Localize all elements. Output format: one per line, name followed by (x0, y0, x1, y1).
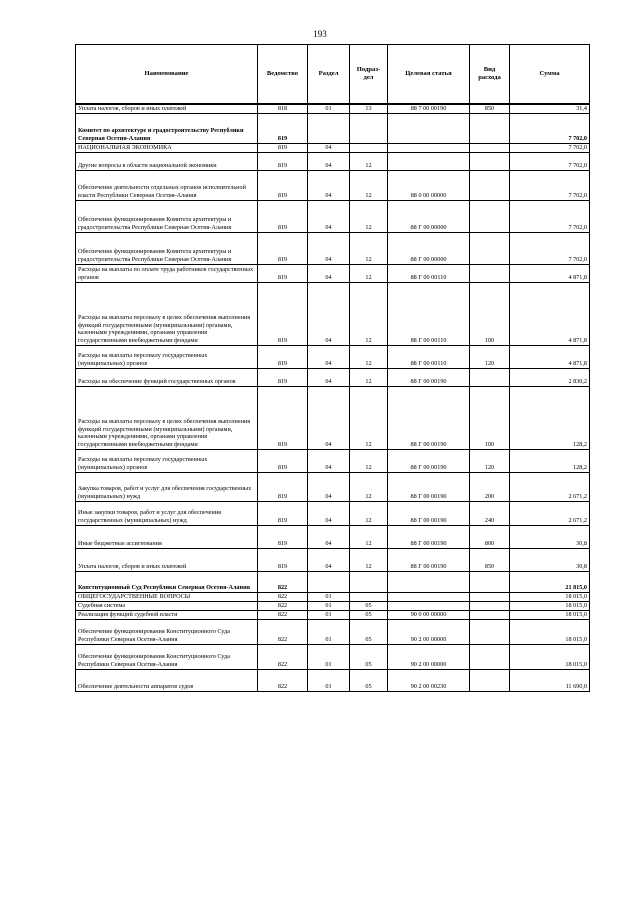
row-razdel: 04 (308, 152, 350, 170)
table-row (76, 472, 590, 501)
row-tselevaya: 90 0 00 00000 (388, 610, 470, 619)
row-vid (470, 644, 510, 669)
row-vedomstvo: 819 (258, 345, 308, 368)
row-vedomstvo: 819 (258, 548, 308, 571)
row-summa: 7 702,0 (510, 170, 590, 200)
row-razdel: 04 (308, 386, 350, 449)
row-vedomstvo: 822 (258, 610, 308, 619)
row-podrazdel: 05 (350, 669, 388, 691)
row-tselevaya: 88 Г 00 00190 (388, 449, 470, 472)
row-podrazdel: 12 (350, 170, 388, 200)
row-vid: 100 (470, 386, 510, 449)
row-tselevaya: 90 2 00 00230 (388, 669, 470, 691)
table-row (76, 571, 590, 592)
row-tselevaya: 90 2 00 00000 (388, 619, 470, 644)
header-vid: Вид расхода (470, 45, 510, 105)
row-podrazdel (350, 571, 388, 592)
table-row (76, 610, 590, 619)
row-summa: 128,2 (510, 449, 590, 472)
row-tselevaya: 88 Г 00 00190 (388, 548, 470, 571)
row-name: Расходы на выплаты по оплате труда работников государственных органов (76, 264, 258, 282)
row-vedomstvo: 819 (258, 170, 308, 200)
row-podrazdel: 12 (350, 386, 388, 449)
row-vid: 850 (470, 548, 510, 571)
row-vedomstvo: 819 (258, 264, 308, 282)
row-name: Другие вопросы в области национальной экономики (76, 152, 258, 170)
row-vid (470, 152, 510, 170)
table-row (76, 282, 590, 345)
row-summa: 128,2 (510, 386, 590, 449)
row-razdel: 01 (308, 669, 350, 691)
row-tselevaya: 88 Г 00 00190 (388, 368, 470, 386)
row-summa: 2 671,2 (510, 472, 590, 501)
row-razdel (308, 113, 350, 143)
row-razdel: 04 (308, 282, 350, 345)
row-podrazdel: 13 (350, 104, 388, 113)
row-vid: 120 (470, 345, 510, 368)
table-row (76, 601, 590, 610)
row-tselevaya (388, 601, 470, 610)
row-vedomstvo: 819 (258, 501, 308, 525)
row-tselevaya: 88 Г 00 00000 (388, 232, 470, 264)
table-row (76, 345, 590, 368)
row-summa: 18 015,0 (510, 592, 590, 601)
row-razdel: 01 (308, 610, 350, 619)
row-vid: 100 (470, 282, 510, 345)
row-name: Обеспечение деятельности аппаратов судов (76, 669, 258, 691)
row-vid: 200 (470, 472, 510, 501)
row-razdel: 04 (308, 143, 350, 152)
row-name: Комитет по архитектуре и градостроительству Республики Северная Осетия-Алания (76, 113, 258, 143)
row-tselevaya: 88 Г 00 00190 (388, 525, 470, 548)
row-tselevaya: 88 Г 00 00190 (388, 501, 470, 525)
row-summa: 31,4 (510, 104, 590, 113)
row-vid: 240 (470, 501, 510, 525)
row-podrazdel: 12 (350, 264, 388, 282)
row-vedomstvo: 819 (258, 449, 308, 472)
row-razdel: 04 (308, 232, 350, 264)
row-vid (470, 571, 510, 592)
row-vid (470, 669, 510, 691)
row-razdel: 04 (308, 472, 350, 501)
table-row (76, 669, 590, 691)
row-name: Обеспечение функционирования Комитета архитектуры и градостроительства Республики Северная Осетия-Алания (76, 200, 258, 232)
row-razdel: 04 (308, 264, 350, 282)
row-name: НАЦИОНАЛЬНАЯ ЭКОНОМИКА (76, 143, 258, 152)
row-summa: 11 690,0 (510, 669, 590, 691)
table-row (76, 143, 590, 152)
row-name: Судебная система (76, 601, 258, 610)
row-name: Уплата налогов, сборов и иных платежей (76, 548, 258, 571)
row-name: Расходы на выплаты персоналу в целях обеспечения выполнения функций государственными (муниципальными) органами, казенными учреждениями, органами управления государственными внебюджетными фондами (76, 386, 258, 449)
row-podrazdel: 05 (350, 644, 388, 669)
row-podrazdel: 05 (350, 619, 388, 644)
row-vid (470, 232, 510, 264)
table-row (76, 386, 590, 449)
row-summa: 7 702,0 (510, 200, 590, 232)
row-podrazdel: 12 (350, 501, 388, 525)
table-row (76, 449, 590, 472)
row-vedomstvo: 822 (258, 601, 308, 610)
row-vedomstvo: 819 (258, 200, 308, 232)
row-podrazdel: 12 (350, 152, 388, 170)
row-summa: 18 015,0 (510, 601, 590, 610)
row-summa: 2 830,2 (510, 368, 590, 386)
row-vid: 800 (470, 525, 510, 548)
row-name: Уплата налогов, сборов и иных платежей (76, 104, 258, 113)
row-podrazdel: 12 (350, 232, 388, 264)
table-row (76, 170, 590, 200)
row-summa: 7 702,0 (510, 113, 590, 143)
row-podrazdel: 12 (350, 472, 388, 501)
budget-table (75, 44, 590, 692)
row-summa: 18 015,0 (510, 610, 590, 619)
table-row (76, 592, 590, 601)
header-tselevaya: Целевая статья (388, 45, 470, 105)
row-summa: 7 702,0 (510, 152, 590, 170)
header-name: Наименование (76, 45, 258, 105)
row-tselevaya: 88 Г 00 00110 (388, 282, 470, 345)
row-tselevaya: 88 Г 00 00110 (388, 345, 470, 368)
row-name: Реализация функций судебной власти (76, 610, 258, 619)
row-vedomstvo: 819 (258, 472, 308, 501)
table-row (76, 525, 590, 548)
row-razdel: 01 (308, 644, 350, 669)
row-name: Расходы на выплаты персоналу государственных (муниципальных) органов (76, 449, 258, 472)
row-summa: 18 015,0 (510, 619, 590, 644)
table-row (76, 232, 590, 264)
row-podrazdel: 12 (350, 525, 388, 548)
row-vid (470, 601, 510, 610)
row-vedomstvo: 819 (258, 232, 308, 264)
row-summa: 7 702,0 (510, 232, 590, 264)
row-name: ОБЩЕГОСУДАРСТВЕННЫЕ ВОПРОСЫ (76, 592, 258, 601)
row-razdel: 04 (308, 170, 350, 200)
row-vedomstvo: 819 (258, 282, 308, 345)
row-vid (470, 113, 510, 143)
row-tselevaya: 88 0 00 00000 (388, 170, 470, 200)
row-vedomstvo: 819 (258, 525, 308, 548)
row-name: Иные бюджетные ассигнования (76, 525, 258, 548)
row-tselevaya: 88 Г 00 00110 (388, 264, 470, 282)
header-row (76, 45, 590, 105)
row-vedomstvo: 822 (258, 644, 308, 669)
row-tselevaya (388, 113, 470, 143)
row-razdel: 04 (308, 368, 350, 386)
row-summa: 4 871,8 (510, 264, 590, 282)
row-razdel: 01 (308, 592, 350, 601)
table-row (76, 368, 590, 386)
table-row (76, 644, 590, 669)
row-tselevaya: 88 Г 00 00190 (388, 472, 470, 501)
header-summa: Сумма (510, 45, 590, 105)
row-summa: 4 871,8 (510, 345, 590, 368)
row-vedomstvo: 819 (258, 152, 308, 170)
row-tselevaya: 88 Г 00 00000 (388, 200, 470, 232)
row-razdel: 04 (308, 345, 350, 368)
row-vid (470, 610, 510, 619)
table-row (76, 264, 590, 282)
table-row (76, 501, 590, 525)
row-podrazdel: 12 (350, 200, 388, 232)
row-podrazdel: 12 (350, 368, 388, 386)
row-vedomstvo: 819 (258, 368, 308, 386)
table-row (76, 152, 590, 170)
row-razdel: 04 (308, 548, 350, 571)
row-name: Расходы на обеспечение функций государственных органов (76, 368, 258, 386)
row-summa: 30,8 (510, 548, 590, 571)
page-number: 193 (313, 29, 327, 39)
table-row (76, 548, 590, 571)
row-name: Обеспечение функционирования Конституционного Суда Республики Северная Осетия-Алания (76, 644, 258, 669)
row-vid (470, 592, 510, 601)
row-vedomstvo: 822 (258, 619, 308, 644)
row-summa: 2 671,2 (510, 501, 590, 525)
row-podrazdel (350, 113, 388, 143)
row-razdel: 04 (308, 449, 350, 472)
row-podrazdel: 12 (350, 548, 388, 571)
row-vid (470, 200, 510, 232)
table-row (76, 619, 590, 644)
row-name: Конституционный Суд Республики Северная Осетия-Алания (76, 571, 258, 592)
row-vedomstvo: 819 (258, 386, 308, 449)
row-razdel: 04 (308, 501, 350, 525)
table-row (76, 200, 590, 232)
row-podrazdel: 12 (350, 345, 388, 368)
row-name: Обеспечение функционирования Комитета архитектуры и градостроительства Республики Северная Осетия-Алания (76, 232, 258, 264)
row-vedomstvo: 819 (258, 113, 308, 143)
row-podrazdel: 05 (350, 610, 388, 619)
row-razdel: 01 (308, 619, 350, 644)
row-tselevaya (388, 143, 470, 152)
row-summa: 30,8 (510, 525, 590, 548)
row-vedomstvo: 822 (258, 669, 308, 691)
row-podrazdel: 05 (350, 601, 388, 610)
row-vid (470, 143, 510, 152)
table-row (76, 104, 590, 113)
row-vid (470, 368, 510, 386)
row-vedomstvo: 819 (258, 143, 308, 152)
row-name: Обеспечение деятельности отдельных органов исполнительной власти Республики Северная Осетия-Алания (76, 170, 258, 200)
row-tselevaya (388, 152, 470, 170)
row-razdel (308, 571, 350, 592)
row-name: Иные закупки товаров, работ и услуг для обеспечения государственных (муниципальных) нужд (76, 501, 258, 525)
row-name: Закупка товаров, работ и услуг для обеспечения государственных (муниципальных) нужд (76, 472, 258, 501)
row-razdel: 01 (308, 104, 350, 113)
row-tselevaya: 88 Г 00 00190 (388, 386, 470, 449)
row-summa: 4 871,8 (510, 282, 590, 345)
row-razdel: 04 (308, 200, 350, 232)
row-razdel: 04 (308, 525, 350, 548)
row-vedomstvo: 822 (258, 571, 308, 592)
row-podrazdel (350, 143, 388, 152)
row-tselevaya: 88 7 00 00190 (388, 104, 470, 113)
row-summa: 21 815,0 (510, 571, 590, 592)
row-name: Расходы на выплаты персоналу в целях обеспечения выполнения функций государственными (муниципальными) органами, казенными учреждениями, органами управления государственными внебюджетными фондами (76, 282, 258, 345)
row-tselevaya: 90 2 00 00000 (388, 644, 470, 669)
row-name: Расходы на выплаты персоналу государственных (муниципальных) органов (76, 345, 258, 368)
row-vedomstvo: 822 (258, 592, 308, 601)
row-tselevaya (388, 592, 470, 601)
row-vid (470, 264, 510, 282)
row-vid (470, 619, 510, 644)
row-vid: 120 (470, 449, 510, 472)
row-podrazdel: 12 (350, 449, 388, 472)
header-vedomstvo: Ведомство (258, 45, 308, 105)
row-vid: 850 (470, 104, 510, 113)
row-podrazdel (350, 592, 388, 601)
table-row (76, 113, 590, 143)
row-vedomstvo: 818 (258, 104, 308, 113)
row-summa: 7 702,0 (510, 143, 590, 152)
header-razdel: Раздел (308, 45, 350, 105)
row-podrazdel: 12 (350, 282, 388, 345)
row-razdel: 01 (308, 601, 350, 610)
row-summa: 18 015,0 (510, 644, 590, 669)
row-vid (470, 170, 510, 200)
row-name: Обеспечение функционирования Конституционного Суда Республики Северная Осетия-Алания (76, 619, 258, 644)
row-tselevaya (388, 571, 470, 592)
header-podrazdel: Подраз-дел (350, 45, 388, 105)
